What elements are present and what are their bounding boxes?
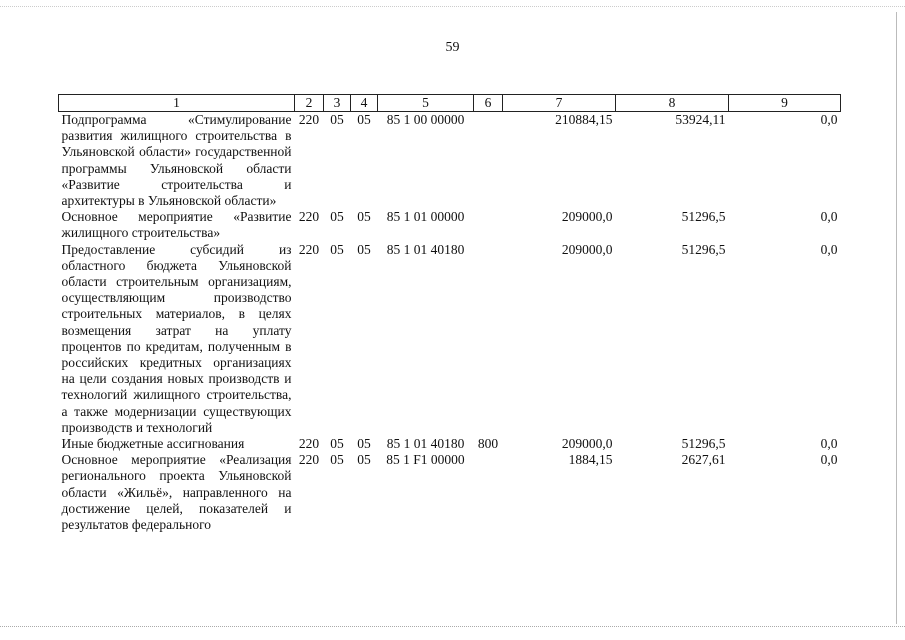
header-col-6: 6 bbox=[474, 95, 503, 112]
row-name: Основное мероприятие «Реализация регионального проекта Ульяновской области «Жильё», направленного на достижение целей, показателей и результатов федерального bbox=[61, 452, 292, 533]
table-row bbox=[59, 452, 841, 533]
row-value-8: 51296,5 bbox=[681, 436, 726, 452]
row-value-9: 0,0 bbox=[820, 436, 838, 452]
row-code-5: 85 1 01 40180 bbox=[386, 241, 465, 257]
header-col-5: 5 bbox=[378, 95, 474, 112]
header-row bbox=[59, 95, 841, 112]
header-col-1: 1 bbox=[59, 95, 295, 112]
budget-table bbox=[58, 94, 841, 533]
table-row bbox=[59, 436, 841, 452]
row-value-7: 210884,15 bbox=[555, 112, 613, 127]
row-code-3: 05 bbox=[330, 241, 344, 257]
row-value-7: 209000,0 bbox=[561, 209, 613, 225]
row-code-6 bbox=[474, 452, 503, 533]
row-name: Подпрограмма «Стимулирование развития жилищного строительства в Ульяновской области» государственной программы Ульяновской области «Развитие строительства и архитектуры в Ульяновской области» bbox=[61, 112, 292, 209]
header-col-4: 4 bbox=[351, 95, 378, 112]
header-col-8: 8 bbox=[616, 95, 729, 112]
header-col-9: 9 bbox=[729, 95, 841, 112]
row-name: Основное мероприятие «Развитие жилищного строительства» bbox=[61, 209, 292, 241]
row-name: Иные бюджетные ассигнования bbox=[61, 436, 245, 452]
row-code-6 bbox=[474, 112, 503, 210]
row-value-9: 0,0 bbox=[820, 241, 838, 257]
scan-bottom-edge bbox=[0, 626, 905, 627]
row-code-2: 220 bbox=[298, 241, 320, 257]
row-value-7: 209000,0 bbox=[561, 241, 613, 257]
row-value-7: 1884,15 bbox=[568, 452, 613, 468]
row-code-4: 05 bbox=[357, 241, 371, 257]
row-code-2: 220 bbox=[298, 436, 320, 452]
row-code-4: 05 bbox=[357, 436, 371, 452]
row-code-3: 05 bbox=[330, 436, 344, 452]
row-code-5: 85 1 01 40180 bbox=[386, 436, 465, 452]
row-code-5: 85 1 F1 00000 bbox=[386, 452, 465, 468]
row-code-6 bbox=[474, 209, 503, 241]
row-code-6: 800 bbox=[477, 436, 499, 452]
row-code-3: 05 bbox=[330, 209, 344, 225]
row-code-6 bbox=[474, 242, 503, 436]
row-code-2: 220 bbox=[298, 112, 320, 127]
row-value-8: 51296,5 bbox=[681, 241, 726, 257]
row-value-9: 0,0 bbox=[820, 112, 838, 127]
row-code-5: 85 1 00 00000 bbox=[386, 112, 465, 127]
table-row bbox=[59, 242, 841, 436]
header-col-2: 2 bbox=[295, 95, 324, 112]
row-value-8: 2627,61 bbox=[681, 452, 726, 468]
scan-right-edge bbox=[896, 12, 897, 624]
row-code-4: 05 bbox=[357, 112, 371, 127]
scan-top-edge bbox=[0, 6, 905, 7]
row-value-7: 209000,0 bbox=[561, 436, 613, 452]
header-col-3: 3 bbox=[324, 95, 351, 112]
row-value-8: 53924,11 bbox=[675, 112, 726, 127]
row-code-4: 05 bbox=[357, 209, 371, 225]
table-row bbox=[59, 209, 841, 241]
row-value-9: 0,0 bbox=[820, 209, 838, 225]
row-value-9: 0,0 bbox=[820, 452, 838, 468]
row-code-5: 85 1 01 00000 bbox=[386, 209, 465, 225]
row-name: Предоставление субсидий из областного бюджета Ульяновской области строительным организациям, осуществляющим производство строительных материалов, в целях возмещения затрат на уплату процентов по кредитам, полученным в российских кредитных организациях на цели создания новых производств и технологий жилищного строительства, а также модернизации существующих производств и технологий bbox=[61, 241, 292, 435]
row-code-2: 220 bbox=[298, 209, 320, 225]
row-code-3: 05 bbox=[330, 112, 344, 127]
table-row bbox=[59, 112, 841, 210]
row-code-3: 05 bbox=[330, 452, 344, 468]
row-value-8: 51296,5 bbox=[681, 209, 726, 225]
row-code-4: 05 bbox=[357, 452, 371, 468]
header-col-7: 7 bbox=[503, 95, 616, 112]
page-number: 59 bbox=[445, 40, 460, 55]
row-code-2: 220 bbox=[298, 452, 320, 468]
